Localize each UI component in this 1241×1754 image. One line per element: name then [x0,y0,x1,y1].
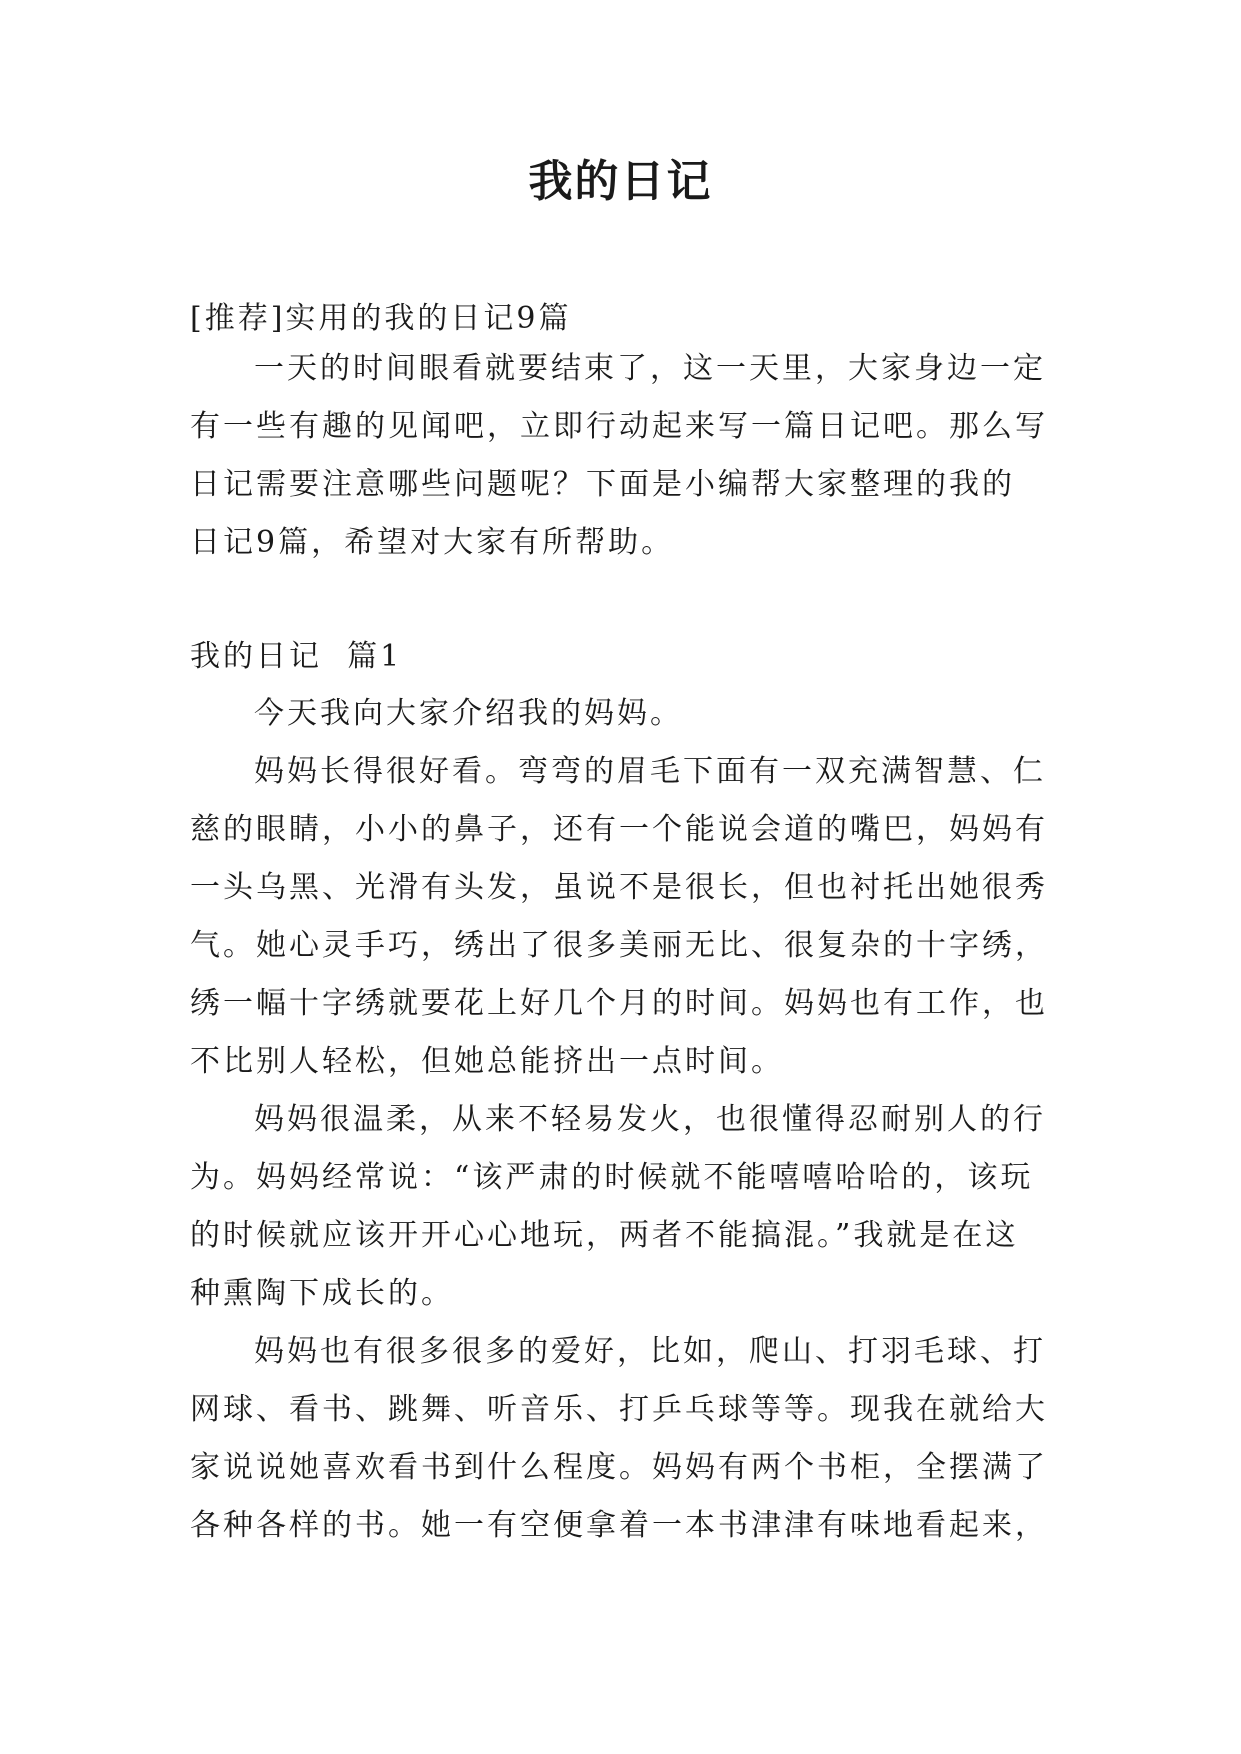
section-heading [190,628,1070,686]
paragraph-line: 为。妈妈经常说：“该严肃的时候就不能嘻嘻哈哈的，该玩 [190,1160,1034,1195]
paragraph-line: 慈的眼睛，小小的鼻子，还有一个能说会道的嘴巴，妈妈有 [190,812,1048,847]
paragraph-line: 网球、看书、跳舞、听音乐、打乒乓球等等。现我在就给大 [190,1392,1048,1427]
paragraph-line: 妈妈也有很多很多的爱好，比如，爬山、打羽毛球、打 [254,1334,1046,1369]
section-heading-text: 我的日记 篇1 [190,639,403,674]
paragraph-line: 妈妈很温柔，从来不轻易发火，也很懂得忍耐别人的行 [254,1102,1046,1137]
intro-line: 日记需要注意哪些问题呢？下面是小编帮大家整理的我的 [190,467,1015,502]
paragraph-line: 各种各样的书。她一有空便拿着一本书津津有味地看起来， [190,1508,1048,1543]
intro-line: 日记9篇，希望对大家有所帮助。 [190,525,675,560]
paragraph-line: 不比别人轻松，但她总能挤出一点时间。 [190,1044,784,1079]
paragraph-line: 种熏陶下成长的。 [190,1276,454,1311]
paragraph-line: 气。她心灵手巧，绣出了很多美丽无比、很复杂的十字绣， [190,928,1048,963]
paragraph-line: 的时候就应该开开心心地玩，两者不能搞混。”我就是在这 [190,1218,1019,1253]
paragraph-line: 一头乌黑、光滑有头发，虽说不是很长，但也衬托出她很秀 [190,870,1048,905]
intro-line: 有一些有趣的见闻吧，立即行动起来写一篇日记吧。那么写 [190,409,1048,444]
paragraph-line: 家说说她喜欢看书到什么程度。妈妈有两个书柜，全摆满了 [190,1450,1048,1485]
paragraph-line: 绣一幅十字绣就要花上好几个月的时间。妈妈也有工作，也 [190,986,1048,1021]
intro-line: 一天的时间眼看就要结束了，这一天里，大家身边一定 [254,351,1046,386]
paragraph-line: 今天我向大家介绍我的妈妈。 [254,696,683,731]
paragraph-line: 妈妈长得很好看。弯弯的眉毛下面有一双充满智慧、仁 [254,754,1046,789]
section-body [190,685,1070,1555]
document-title: 我的日记 [528,156,713,207]
intro-paragraph [190,340,1070,572]
subtitle-line: [推荐]实用的我的日记9篇 [190,301,572,336]
